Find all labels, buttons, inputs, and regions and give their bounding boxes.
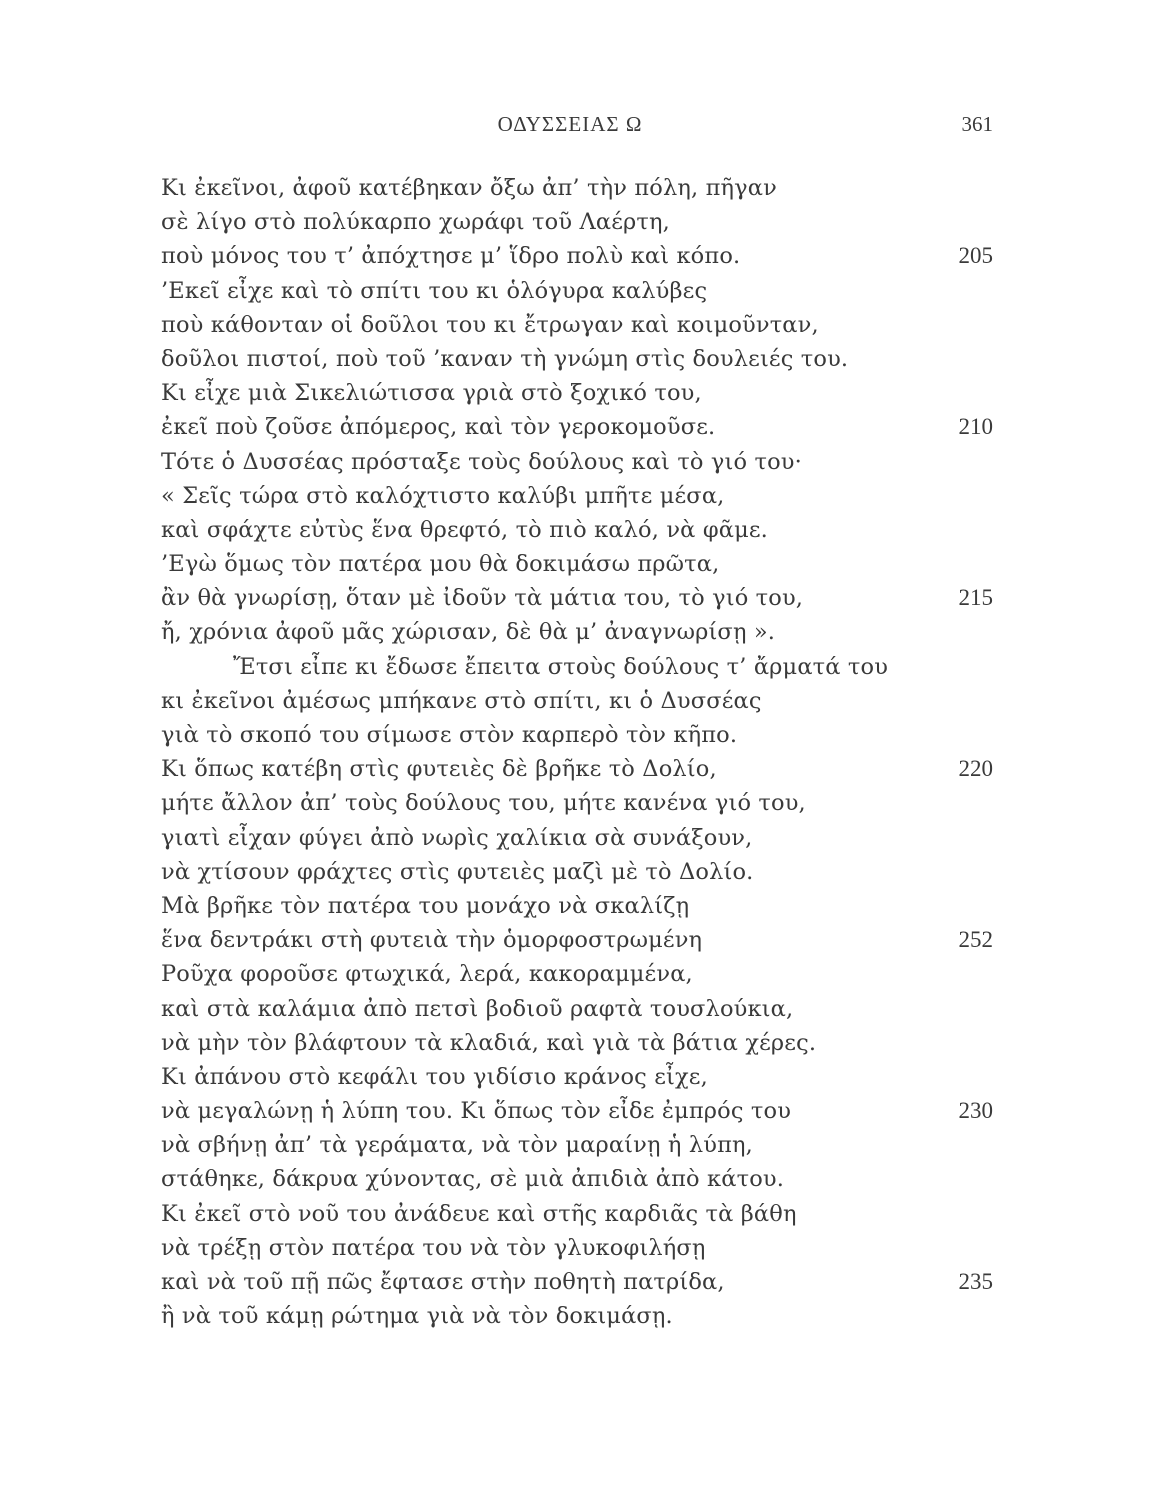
verse-line bbox=[0, 239, 1165, 273]
line-number: 220 bbox=[958, 756, 993, 782]
running-title: ΟΔΥΣΣΕΙΑΣ Ω bbox=[497, 112, 643, 136]
verse-line bbox=[0, 650, 1165, 684]
verse-line bbox=[0, 889, 1165, 923]
verse-text: μήτε ἄλλον ἀπ’ τοὺς δούλους του, μήτε κανένα γιό του, bbox=[161, 790, 806, 817]
verse-text: καὶ σφάχτε εὐτὺς ἕνα θρεφτό, τὸ πιὸ καλό, νὰ φᾶμε. bbox=[161, 516, 768, 543]
verse-line bbox=[0, 342, 1165, 376]
verse-text: ποὺ κάθονταν οἱ δοῦλοι του κι ἔτρωγαν καὶ κοιμοῦνταν, bbox=[161, 311, 819, 338]
line-number: 230 bbox=[958, 1098, 993, 1124]
verse-line bbox=[0, 752, 1165, 786]
verse-text: νὰ μὴν τὸν βλάφτουν τὰ κλαδιά, καὶ γιὰ τὰ βάτια χέρες. bbox=[161, 1029, 817, 1056]
verse-text: Κι ἐκεῖ στὸ νοῦ του ἀνάδευε καὶ στῆς καρδιᾶς τὰ βάθη bbox=[161, 1200, 797, 1227]
line-number: 205 bbox=[958, 243, 993, 269]
verse-line bbox=[0, 1197, 1165, 1231]
verse-line bbox=[0, 445, 1165, 479]
line-number: 235 bbox=[958, 1269, 993, 1294]
verse-block bbox=[0, 171, 1165, 1333]
verse-line bbox=[0, 1060, 1165, 1094]
verse-text: Τότε ὁ Δυσσέας πρόσταξε τοὺς δούλους καὶ τὸ γιό του· bbox=[161, 448, 802, 475]
verse-line bbox=[0, 410, 1165, 444]
verse-text: στάθηκε, δάκρυα χύνοντας, σὲ μιὰ ἀπιδιὰ ἀπὸ κάτου. bbox=[161, 1166, 785, 1193]
verse-line bbox=[0, 547, 1165, 581]
verse-text: Κι εἶχε μιὰ Σικελιώτισσα γριὰ στὸ ξοχικό του, bbox=[161, 380, 702, 407]
verse-line bbox=[0, 1026, 1165, 1060]
verse-line bbox=[0, 1299, 1165, 1333]
verse-line bbox=[0, 1231, 1165, 1265]
verse-line bbox=[0, 786, 1165, 820]
verse-text: καὶ νὰ τοῦ πῇ πῶς ἔφτασε στὴν ποθητὴ πατρίδα, bbox=[161, 1269, 725, 1295]
verse-text: γιὰ τὸ σκοπό του σίμωσε στὸν καρπερὸ τὸν κῆπο. bbox=[161, 722, 738, 748]
verse-line bbox=[0, 1128, 1165, 1162]
verse-line bbox=[0, 821, 1165, 855]
verse-line bbox=[0, 274, 1165, 308]
verse-text: ’Εγὼ ὅμως τὸν πατέρα μου θὰ δοκιμάσω πρῶτα, bbox=[161, 551, 720, 578]
verse-text: « Σεῖς τώρα στὸ καλόχτιστο καλύβι μπῆτε μέσα, bbox=[161, 482, 725, 509]
running-header bbox=[0, 112, 1165, 142]
verse-line bbox=[0, 171, 1165, 205]
verse-line bbox=[0, 308, 1165, 342]
verse-text: ἐκεῖ ποὺ ζοῦσε ἀπόμερος, καὶ τὸν γεροκομοῦσε. bbox=[161, 414, 716, 441]
verse-line bbox=[0, 718, 1165, 752]
verse-text: νὰ χτίσουν φράχτες στὶς φυτειὲς μαζὶ μὲ τὸ Δολίο. bbox=[161, 858, 754, 885]
verse-text: Κι ἀπάνου στὸ κεφάλι του γιδίσιο κράνος εἶχε, bbox=[161, 1063, 708, 1090]
verse-line bbox=[0, 513, 1165, 547]
verse-text: σὲ λίγο στὸ πολύκαρπο χωράφι τοῦ Λαέρτη, bbox=[161, 209, 670, 236]
verse-text: Ἔτσι εἶπε κι ἔδωσε ἔπειτα στοὺς δούλους τ’ ἄρματά του bbox=[233, 653, 889, 680]
verse-text: Μὰ βρῆκε τὸν πατέρα του μονάχο νὰ σκαλίζῃ bbox=[161, 892, 690, 919]
verse-text: ἢ νὰ τοῦ κάμῃ ρώτημα γιὰ νὰ τὸν δοκιμάσῃ. bbox=[161, 1303, 673, 1330]
verse-line bbox=[0, 376, 1165, 410]
verse-text: Κι ἐκεῖνοι, ἀφοῦ κατέβηκαν ὄξω ἀπ’ τὴν πόλη, πῆγαν bbox=[161, 175, 777, 201]
verse-text: Ροῦχα φοροῦσε φτωχικά, λερά, κακοραμμένα, bbox=[161, 961, 693, 988]
line-number: 215 bbox=[958, 585, 993, 611]
verse-line bbox=[0, 855, 1165, 889]
verse-text: νὰ τρέξῃ στὸν πατέρα του νὰ τὸν γλυκοφιλήσῃ bbox=[161, 1234, 706, 1261]
verse-text: καὶ στὰ καλάμια ἀπὸ πετσὶ βοδιοῦ ραφτὰ τουσλούκια, bbox=[161, 995, 794, 1022]
verse-text: ἂν θὰ γνωρίσῃ, ὅταν μὲ ἰδοῦν τὰ μάτια του, τὸ γιό του, bbox=[161, 585, 804, 612]
verse-line bbox=[0, 581, 1165, 615]
verse-line bbox=[0, 205, 1165, 239]
line-number: 252 bbox=[958, 927, 993, 953]
verse-text: ποὺ μόνος του τ’ ἀπόχτησε μ’ ἵδρο πολὺ καὶ κόπο. bbox=[161, 243, 741, 270]
line-number: 210 bbox=[958, 414, 993, 440]
verse-text: Κι ὅπως κατέβη στὶς φυτειὲς δὲ βρῆκε τὸ Δολίο, bbox=[161, 756, 717, 783]
verse-line bbox=[0, 479, 1165, 513]
verse-line bbox=[0, 992, 1165, 1026]
verse-text: κι ἐκεῖνοι ἀμέσως μπήκανε στὸ σπίτι, κι ὁ Δυσσέας bbox=[161, 687, 762, 714]
verse-text: δοῦλοι πιστοί, ποὺ τοῦ ’καναν τὴ γνώμη στὶς δουλειές του. bbox=[161, 345, 849, 372]
verse-line bbox=[0, 957, 1165, 991]
verse-line bbox=[0, 1094, 1165, 1128]
verse-text: ’Εκεῖ εἶχε καὶ τὸ σπίτι του κι ὁλόγυρα καλύβες bbox=[161, 277, 708, 304]
verse-text: γιατὶ εἶχαν φύγει ἀπὸ νωρὶς χαλίκια σὰ συνάξουν, bbox=[161, 824, 753, 851]
verse-line bbox=[0, 923, 1165, 957]
page-number: 361 bbox=[961, 112, 993, 136]
verse-line bbox=[0, 684, 1165, 718]
verse-text: νὰ σβήνῃ ἀπ’ τὰ γεράματα, νὰ τὸν μαραίνῃ ἡ λύπη, bbox=[161, 1132, 753, 1159]
verse-text: ἤ, χρόνια ἀφοῦ μᾶς χώρισαν, δὲ θὰ μ’ ἀναγνωρίσῃ ». bbox=[161, 619, 776, 646]
verse-text: νὰ μεγαλώνῃ ἡ λύπη του. Κι ὅπως τὸν εἶδε ἐμπρός του bbox=[161, 1098, 792, 1125]
verse-text: ἕνα δεντράκι στὴ φυτειὰ τὴν ὁμορφοστρωμένη bbox=[161, 927, 703, 954]
verse-line bbox=[0, 1162, 1165, 1196]
verse-line bbox=[0, 615, 1165, 649]
verse-line bbox=[0, 1265, 1165, 1299]
